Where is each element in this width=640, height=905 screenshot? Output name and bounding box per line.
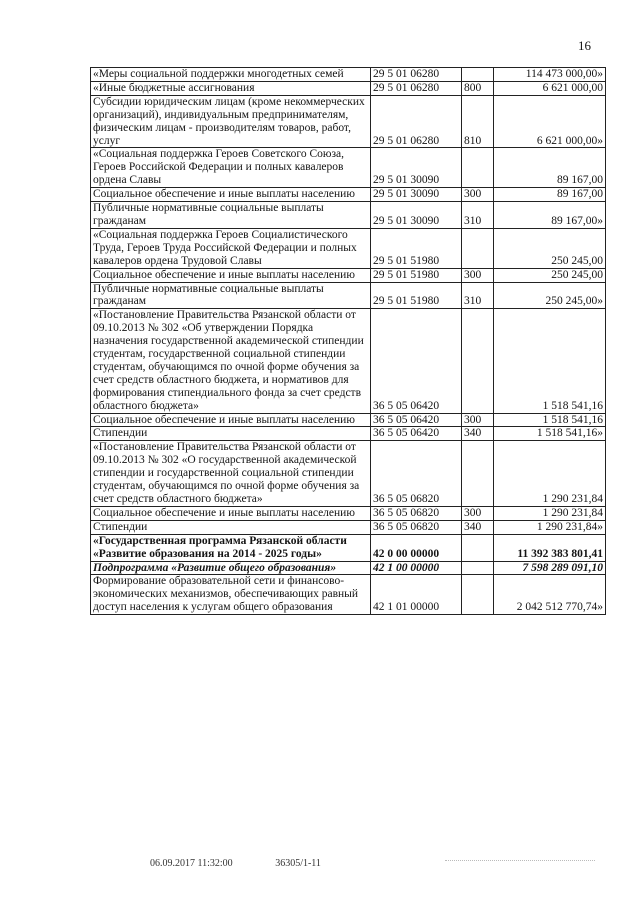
row-code-cell: 29 5 01 51980 [371,228,462,268]
row-name-cell: Социальное обеспечение и иные выплаты населению [91,188,371,202]
row-code-cell: 29 5 01 30090 [371,188,462,202]
row-vid-cell: 300 [462,268,494,282]
row-vid-cell: 810 [462,95,494,148]
row-vid-cell: 300 [462,506,494,520]
table-row [91,506,606,520]
table-row [91,575,606,615]
row-name-cell: Формирование образовательной сети и финансово-экономических механизмов, обеспечивающих равный доступ населения к услугам общего образования [91,575,371,615]
row-sum-cell: 6 621 000,00 [494,81,606,95]
table-row [91,413,606,427]
table-row [91,282,606,309]
row-sum-cell: 89 167,00 [494,148,606,188]
row-code-cell: 29 5 01 06280 [371,95,462,148]
row-code-cell: 29 5 01 06280 [371,68,462,82]
row-sum-cell: 1 518 541,16 [494,309,606,413]
row-sum-cell: 89 167,00» [494,202,606,229]
row-code-cell: 36 5 05 06820 [371,506,462,520]
row-sum-cell: 1 518 541,16» [494,427,606,441]
row-sum-cell: 6 621 000,00» [494,95,606,148]
row-sum-cell: 1 518 541,16 [494,413,606,427]
row-sum-cell: 1 290 231,84 [494,441,606,507]
table-row [91,188,606,202]
table-row [91,520,606,534]
row-vid-cell: 340 [462,427,494,441]
row-code-cell: 29 5 01 51980 [371,282,462,309]
row-name-cell: Социальное обеспечение и иные выплаты населению [91,268,371,282]
row-name-cell: «Социальная поддержка Героев Советского Союза, Героев Российской Федерации и полных кавалеров ордена Славы [91,148,371,188]
row-code-cell: 29 5 01 30090 [371,148,462,188]
row-sum-cell: 11 392 383 801,41 [494,534,606,561]
row-sum-cell: 1 290 231,84» [494,520,606,534]
row-vid-cell [462,148,494,188]
table-row [91,95,606,148]
row-vid-cell [462,68,494,82]
row-name-cell: Подпрограмма «Развитие общего образования» [91,561,371,575]
row-vid-cell [462,309,494,413]
row-vid-cell [462,441,494,507]
scan-artifact [445,860,595,867]
row-sum-cell: 2 042 512 770,74» [494,575,606,615]
row-sum-cell: 250 245,00 [494,268,606,282]
row-code-cell: 36 5 05 06420 [371,413,462,427]
row-code-cell: 29 5 01 51980 [371,268,462,282]
row-vid-cell [462,534,494,561]
row-code-cell: 42 1 00 00000 [371,561,462,575]
row-sum-cell: 250 245,00» [494,282,606,309]
row-code-cell: 36 5 05 06820 [371,520,462,534]
row-name-cell: «Иные бюджетные ассигнования [91,81,371,95]
row-code-cell: 42 1 01 00000 [371,575,462,615]
row-vid-cell [462,561,494,575]
table-row [91,309,606,413]
page-number: 16 [578,38,591,53]
row-code-cell: 29 5 01 06280 [371,81,462,95]
footer-doc-number: 36305/1-11 [275,858,321,869]
row-sum-cell: 114 473 000,00» [494,68,606,82]
row-name-cell: Социальное обеспечение и иные выплаты населению [91,506,371,520]
row-name-cell: Публичные нормативные социальные выплаты гражданам [91,282,371,309]
row-name-cell: Социальное обеспечение и иные выплаты населению [91,413,371,427]
budget-table-body [91,68,606,615]
row-name-cell: Публичные нормативные социальные выплаты гражданам [91,202,371,229]
table-row [91,441,606,507]
row-vid-cell: 340 [462,520,494,534]
row-sum-cell: 250 245,00 [494,228,606,268]
row-sum-cell: 7 598 289 091,10 [494,561,606,575]
row-sum-cell: 1 290 231,84 [494,506,606,520]
row-code-cell: 36 5 05 06420 [371,427,462,441]
footer-datetime: 06.09.2017 11:32:00 [150,858,233,869]
row-name-cell: «Социальная поддержка Героев Социалистического Труда, Героев Труда Российской Федерации и полных кавалеров ордена Трудовой Славы [91,228,371,268]
table-row [91,534,606,561]
table-row [91,148,606,188]
table-row [91,427,606,441]
row-vid-cell: 800 [462,81,494,95]
table-row [91,268,606,282]
row-code-cell: 42 0 00 00000 [371,534,462,561]
row-name-cell: «Постановление Правительства Рязанской области от 09.10.2013 № 302 «Об утверждении Порядка назначения государственной академической стипендии студентам, государственной социальной стипендии студентам, обучающимся по очной форме обучения за счет средств областного бюджета, и нормативов для формирования стипендиального фонда за счет средств областного бюджета» [91,309,371,413]
row-sum-cell: 89 167,00 [494,188,606,202]
row-code-cell: 36 5 05 06420 [371,309,462,413]
row-name-cell: «Постановление Правительства Рязанской области от 09.10.2013 № 302 «О государственной академической стипендии и государственной социальной стипендии студентам, обучающимся по очной форме обучения за счет средств областного бюджета» [91,441,371,507]
row-vid-cell [462,228,494,268]
row-name-cell: Стипендии [91,520,371,534]
row-vid-cell: 310 [462,282,494,309]
row-name-cell: «Государственная программа Рязанской области «Развитие образования на 2014 - 2025 годы» [91,534,371,561]
row-code-cell: 29 5 01 30090 [371,202,462,229]
budget-table [90,67,606,615]
table-row [91,561,606,575]
table-row [91,81,606,95]
row-name-cell: Субсидии юридическим лицам (кроме некоммерческих организаций), индивидуальным предпринимателям, физическим лицам - производителям товаров, работ, услуг [91,95,371,148]
row-name-cell: «Меры социальной поддержки многодетных семей [91,68,371,82]
row-vid-cell: 300 [462,188,494,202]
row-vid-cell [462,575,494,615]
row-vid-cell: 310 [462,202,494,229]
row-name-cell: Стипендии [91,427,371,441]
row-vid-cell: 300 [462,413,494,427]
footer [150,858,361,869]
table-row [91,202,606,229]
row-code-cell: 36 5 05 06820 [371,441,462,507]
table-row [91,228,606,268]
table-row [91,68,606,82]
